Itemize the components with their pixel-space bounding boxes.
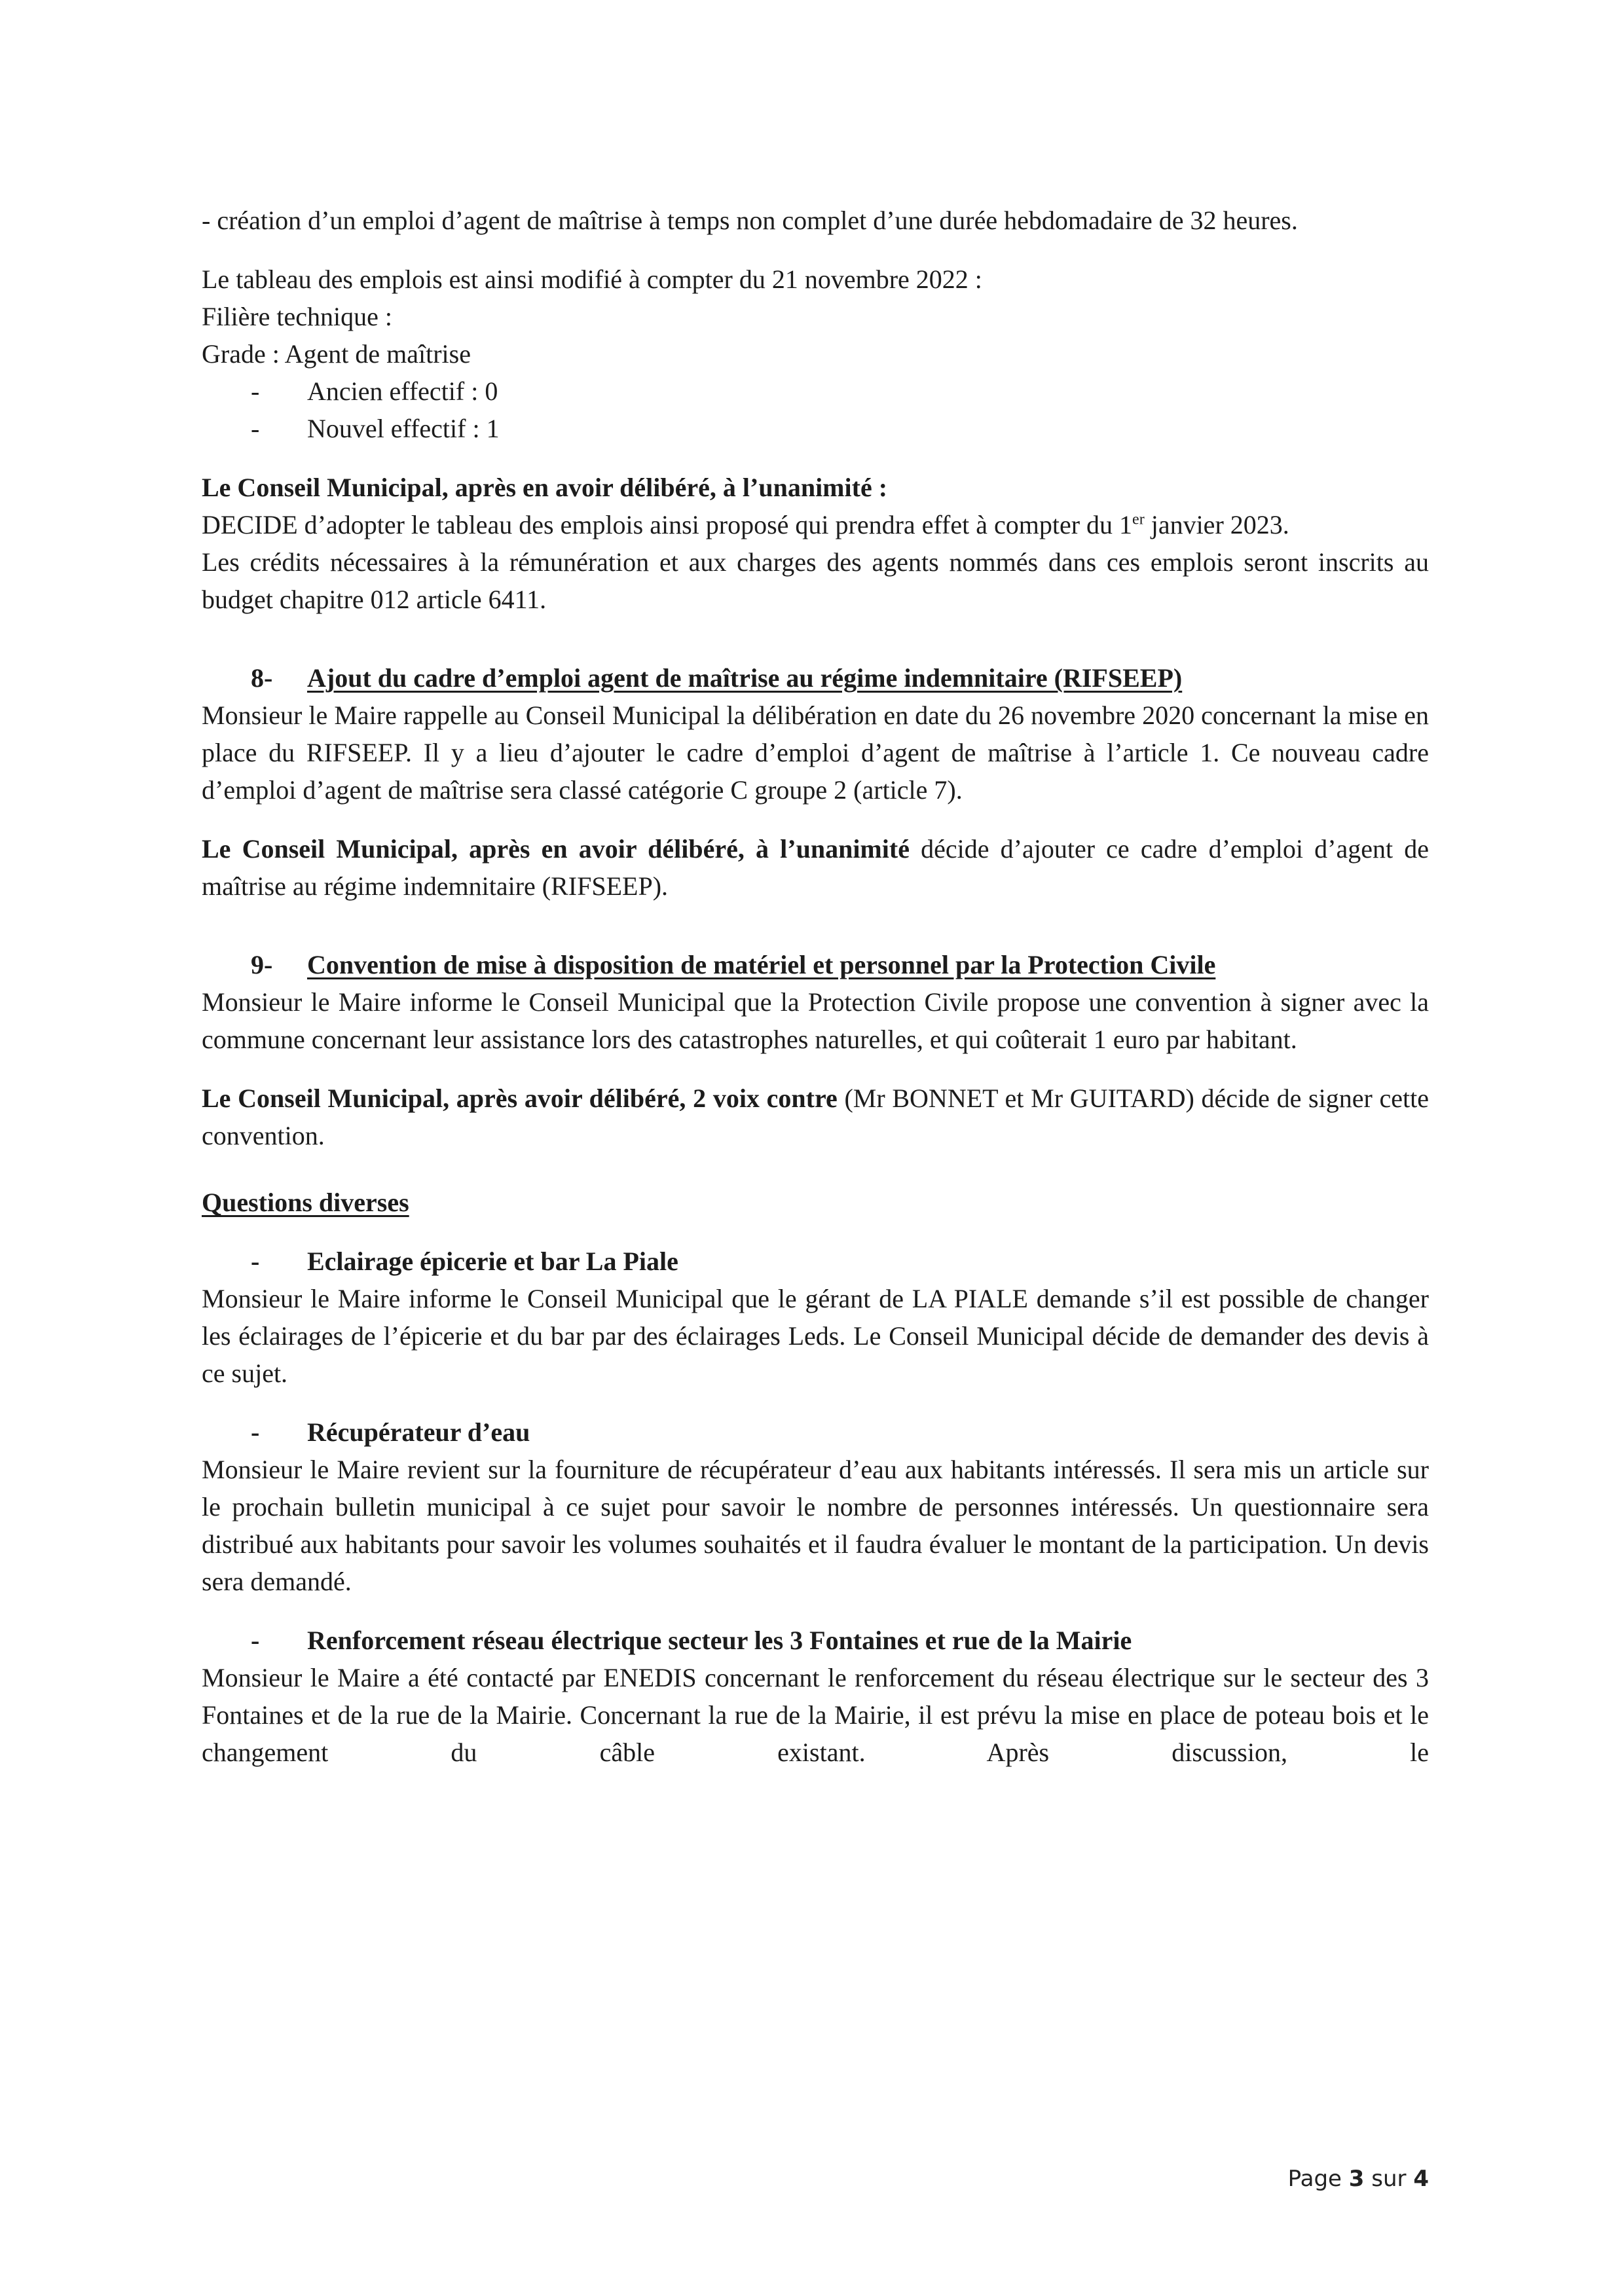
tableau-intro: Le tableau des emplois est ainsi modifié à compter du 21 novembre 2022 :	[202, 264, 982, 294]
question-1-body: Monsieur le Maire informe le Conseil Municipal que le gérant de LA PIALE demande s’il est possible de changer les éclairages de l’épicerie et du bar par des éclairages Leds. Le Conseil Municipal décide de demander des devis à ce sujet.	[202, 1284, 1429, 1388]
question-item	[202, 1622, 1429, 1771]
question-2-heading: - Récupérateur d’eau	[202, 1413, 1429, 1451]
tableau-block	[202, 261, 1429, 447]
tableau-grade: Grade : Agent de maîtrise	[202, 339, 471, 369]
question-3-title: Renforcement réseau électrique secteur les 3 Fontaines et rue de la Mairie	[307, 1626, 1132, 1655]
footer-sur-word: sur	[1371, 2166, 1407, 2192]
section-8-heading	[202, 659, 1429, 697]
decision-7-credits: Les crédits nécessaires à la rémunération et aux charges des agents nommés dans ces emplois seront inscrits au budget chapitre 012 article 6411.	[202, 547, 1429, 614]
question-item	[202, 1243, 1429, 1392]
section-9-decision: Le Conseil Municipal, après avoir délibéré, 2 voix contre (Mr BONNET et Mr GUITARD) décide de signer cette convention.	[202, 1084, 1429, 1150]
footer-page-total: 4	[1413, 2166, 1429, 2192]
question-2-body: Monsieur le Maire revient sur la fourniture de récupérateur d’eau aux habitants intéressés. Il sera mis un article sur le prochain bulletin municipal à ce sujet pour savoir le nombre de personnes intéressés. Un questionnaire sera distribué aux habitants pour savoir les volumes souhaités et il faudra évaluer le montant de la participation. Un devis sera demandé.	[202, 1455, 1429, 1596]
section-9-heading	[202, 946, 1429, 983]
section-9	[202, 946, 1429, 1154]
section-9-number: 9-	[251, 950, 273, 979]
tableau-nouvel-item: - Nouvel effectif : 1	[202, 410, 1429, 447]
question-1-title: Eclairage épicerie et bar La Piale	[307, 1247, 678, 1276]
question-3-heading: - Renforcement réseau électrique secteur les 3 Fontaines et rue de la Mairie	[202, 1622, 1429, 1659]
footer-page-number: 3	[1348, 2166, 1365, 2192]
tableau-ancien: Ancien effectif : 0	[307, 376, 498, 406]
decision-7-lead: Le Conseil Municipal, après en avoir délibéré, à l’unanimité :	[202, 473, 888, 502]
paragraph-creation-emploi: - création d’un emploi d’agent de maîtrise à temps non complet d’une durée hebdomadaire de 32 heures.	[202, 206, 1298, 235]
section-8-body: Monsieur le Maire rappelle au Conseil Municipal la délibération en date du 26 novembre 2020 concernant la mise en place du RIFSEEP. Il y a lieu d’ajouter le cadre d’emploi d’agent de maîtrise à l’article 1. Ce nouveau cadre d’emploi d’agent de maîtrise sera classé catégorie C groupe 2 (article 7).	[202, 701, 1429, 805]
decision-7-decide: DECIDE d’adopter le tableau des emplois ainsi proposé qui prendra effet à compter du 1er janvier 2023.	[202, 510, 1289, 539]
footer-page-word: Page	[1287, 2166, 1342, 2192]
section-9-title: Convention de mise à disposition de matériel et personnel par la Protection Civile	[307, 950, 1216, 979]
tableau-nouvel: Nouvel effectif : 1	[307, 414, 500, 443]
section-8-decision: Le Conseil Municipal, après en avoir délibéré, à l’unanimité décide d’ajouter ce cadre d’emploi d’agent de maîtrise au régime indemnitaire (RIFSEEP).	[202, 834, 1429, 901]
question-2-title: Récupérateur d’eau	[307, 1417, 530, 1447]
tableau-ancien-item: - Ancien effectif : 0	[202, 373, 1429, 410]
decision-7-block	[202, 469, 1429, 618]
section-8	[202, 659, 1429, 905]
questions-title: Questions diverses	[202, 1188, 409, 1217]
question-item	[202, 1413, 1429, 1600]
section-8-title: Ajout du cadre d’emploi agent de maîtrise au régime indemnitaire (RIFSEEP)	[307, 663, 1183, 693]
section-8-number: 8-	[251, 663, 273, 693]
text-column	[202, 202, 1429, 1771]
page-footer	[1288, 2160, 1429, 2198]
section-9-body: Monsieur le Maire informe le Conseil Municipal que la Protection Civile propose une convention à signer avec la commune concernant leur assistance lors des catastrophes naturelles, et qui coûterait 1 euro par habitant.	[202, 987, 1429, 1054]
tableau-filiere: Filière technique :	[202, 302, 393, 331]
question-1-heading: - Eclairage épicerie et bar La Piale	[202, 1243, 1429, 1280]
question-3-body: Monsieur le Maire a été contacté par ENEDIS concernant le renforcement du réseau électrique sur le secteur des 3 Fontaines et de la rue de la Mairie. Concernant la rue de la Mairie, il est prévu la mise en place de poteau bois et le changement du câble existant. Après discussion, le	[202, 1663, 1429, 1767]
